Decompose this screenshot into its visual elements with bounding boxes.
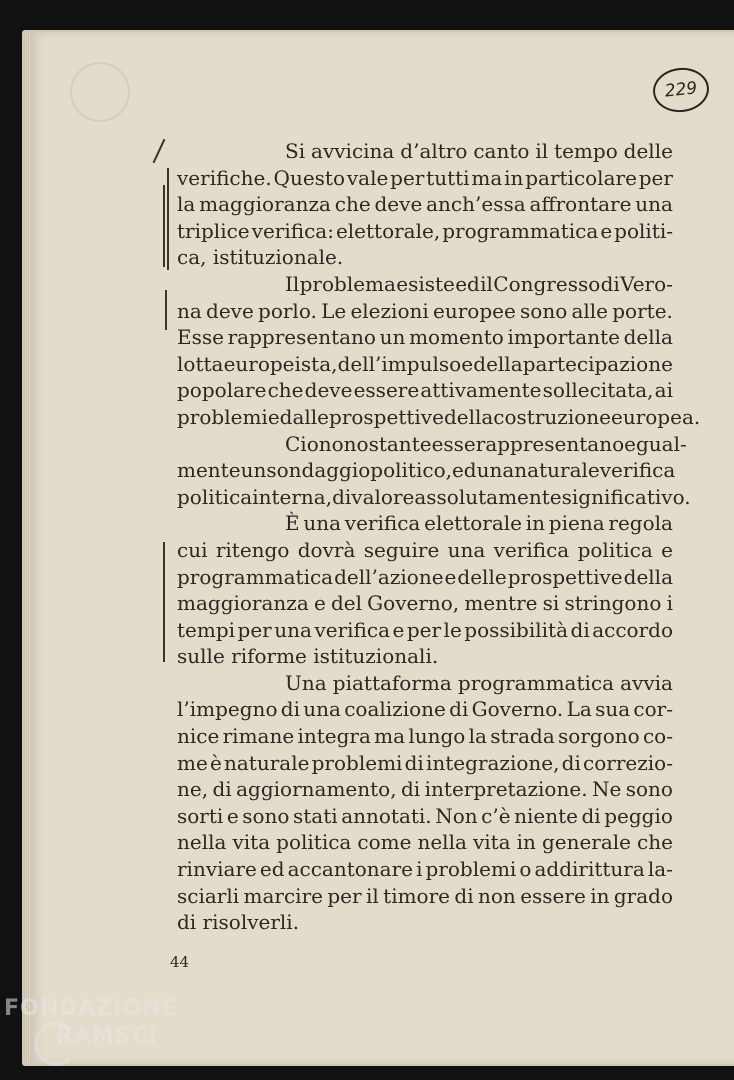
text-line: la maggioranza che deve anch’essa affrontare una xyxy=(177,192,673,217)
text-line: l’impegno di una coalizione di Governo. La sua cor- xyxy=(177,697,673,722)
text-line: triplice verifica: elettorale, programmatica e politi- xyxy=(177,218,673,243)
archive-watermark-logo xyxy=(4,996,178,1049)
text-line: Una piattaforma programmatica avvia xyxy=(285,670,673,695)
text-line: verifiche. Questo vale per tutti ma in particolare per xyxy=(177,165,673,190)
text-line: nice rimane integra ma lungo la strada sorgono co- xyxy=(177,724,673,749)
text-line: sorti e sono stati annotati. Non c’è niente di peggio xyxy=(177,803,673,828)
text-line: politica interna, di valore assolutamente significativo. xyxy=(177,484,691,509)
margin-line-mark xyxy=(163,185,165,267)
margin-line-mark xyxy=(163,542,165,662)
watermark-line-2: RAMSCI xyxy=(56,1024,159,1049)
text-line: na deve porlo. Le elezioni europee sono alle porte. xyxy=(177,298,673,323)
text-line: di risolverli. xyxy=(177,910,300,935)
text-line: Ciononostante esse rappresentano egual- xyxy=(285,431,687,456)
text-line: sulle riforme istituzionali. xyxy=(177,644,439,669)
text-line: sciarli marcire per il timore di non essere in grado xyxy=(177,883,673,908)
text-line: me è naturale problemi di integrazione, di correzio- xyxy=(177,750,673,775)
page-number: 44 xyxy=(170,953,190,971)
text-line: tempi per una verifica e per le possibilità di accordo xyxy=(177,617,673,642)
text-line: programmatica dell’azione e delle prospettive della xyxy=(177,564,673,589)
text-line: ca, istituzionale. xyxy=(177,245,344,270)
watermark-line-1: FONDAZIONE xyxy=(4,996,178,1021)
text-line: ne, di aggiornamento, di interpretazione. Ne sono xyxy=(177,777,673,802)
text-line: È una verifica elettorale in piena regola xyxy=(285,511,673,536)
text-line: popolare che deve essere attivamente sollecitata, ai xyxy=(177,378,673,403)
text-line: problemi ed alle prospettive della costruzione europea. xyxy=(177,404,701,429)
text-line: cui ritengo dovrà seguire una verifica politica e xyxy=(177,537,673,562)
text-line: rinviare ed accantonare i problemi o addirittura la- xyxy=(177,857,673,882)
text-line: maggioranza e del Governo, mentre si stringono i xyxy=(177,591,673,616)
text-line: Il problema esiste ed il Congresso di Vero- xyxy=(285,271,673,296)
archive-number: 229 xyxy=(663,78,699,102)
body-text xyxy=(177,138,701,936)
margin-line-mark xyxy=(167,168,169,270)
text-line: Si avvicina d’altro canto il tempo delle xyxy=(285,139,673,163)
text-line: lotta europeista, dell’impulso e della partecipazione xyxy=(177,351,673,376)
text-line: nella vita politica come nella vita in generale che xyxy=(177,830,673,855)
text-line: mente un sondaggio politico, ed una naturale verifica xyxy=(177,458,676,483)
bleed-through-stamp xyxy=(70,62,130,122)
text-line: Esse rappresentano un momento importante della xyxy=(177,325,673,350)
margin-line-mark xyxy=(165,290,167,330)
